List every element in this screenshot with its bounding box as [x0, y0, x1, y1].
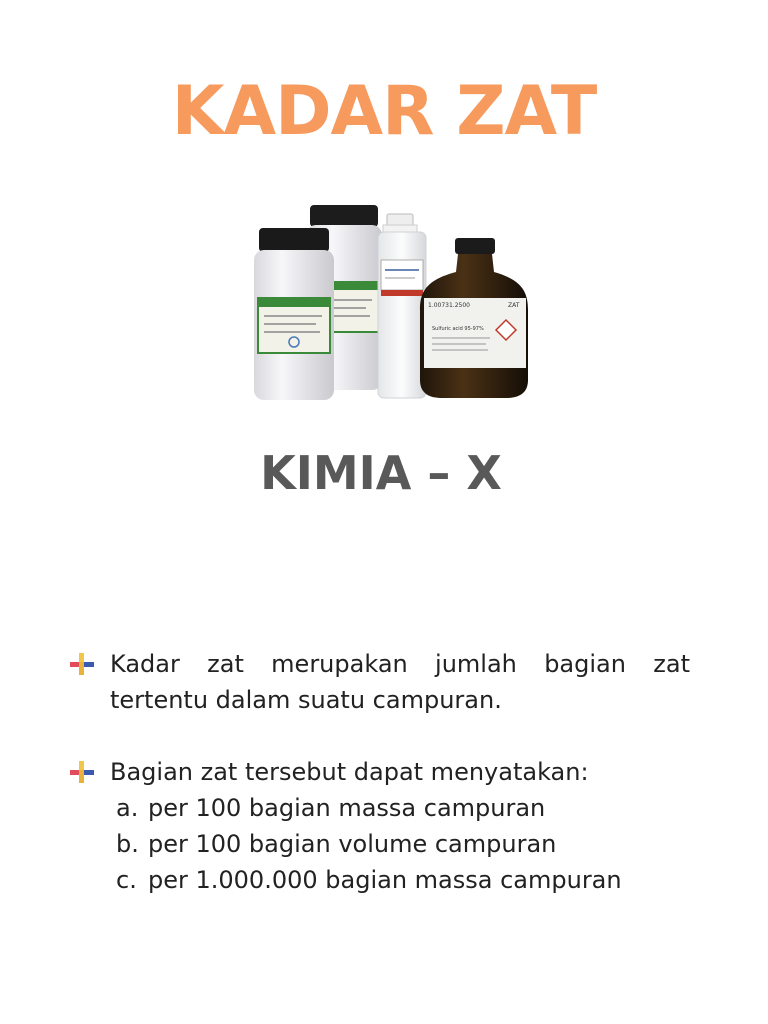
- bullet-list: [70, 646, 690, 898]
- arrow-bullet-icon: [70, 761, 94, 783]
- bullet-text-line: Kadar zat merupakan jumlah bagian zat: [110, 650, 690, 678]
- chemical-bottles-image: [250, 200, 530, 405]
- bullet-text-line: tertentu dalam suatu campuran.: [110, 686, 502, 714]
- arrow-bullet-icon: [70, 653, 94, 675]
- list-item: [116, 790, 690, 826]
- list-item-text: per 100 bagian massa campuran: [148, 794, 546, 822]
- list-item-text: per 100 bagian volume campuran: [148, 830, 557, 858]
- list-item: [116, 862, 690, 898]
- amber-acid-bottle: [420, 238, 528, 398]
- list-marker: c.: [116, 866, 137, 894]
- list-item-text: per 1.000.000 bagian massa campuran: [148, 866, 622, 894]
- svg-text:1.00731.2500: 1.00731.2500: [428, 302, 470, 309]
- page-title: KADAR ZAT: [171, 72, 597, 151]
- svg-text:Sulfuric acid 95-97%: Sulfuric acid 95-97%: [432, 326, 484, 332]
- list-marker: a.: [116, 794, 139, 822]
- bullet-text: Bagian zat tersebut dapat menyatakan:: [110, 758, 589, 786]
- list-marker: b.: [116, 830, 139, 858]
- svg-text:ZAT: ZAT: [508, 302, 520, 309]
- bullet-item: [70, 754, 690, 898]
- sub-list: [110, 790, 690, 898]
- list-item: [116, 826, 690, 862]
- clear-solvent-bottle: [378, 214, 426, 398]
- reagent-jar-front: [254, 228, 334, 400]
- slide-subtitle: KIMIA – X: [260, 446, 502, 500]
- bullet-item: [70, 646, 690, 718]
